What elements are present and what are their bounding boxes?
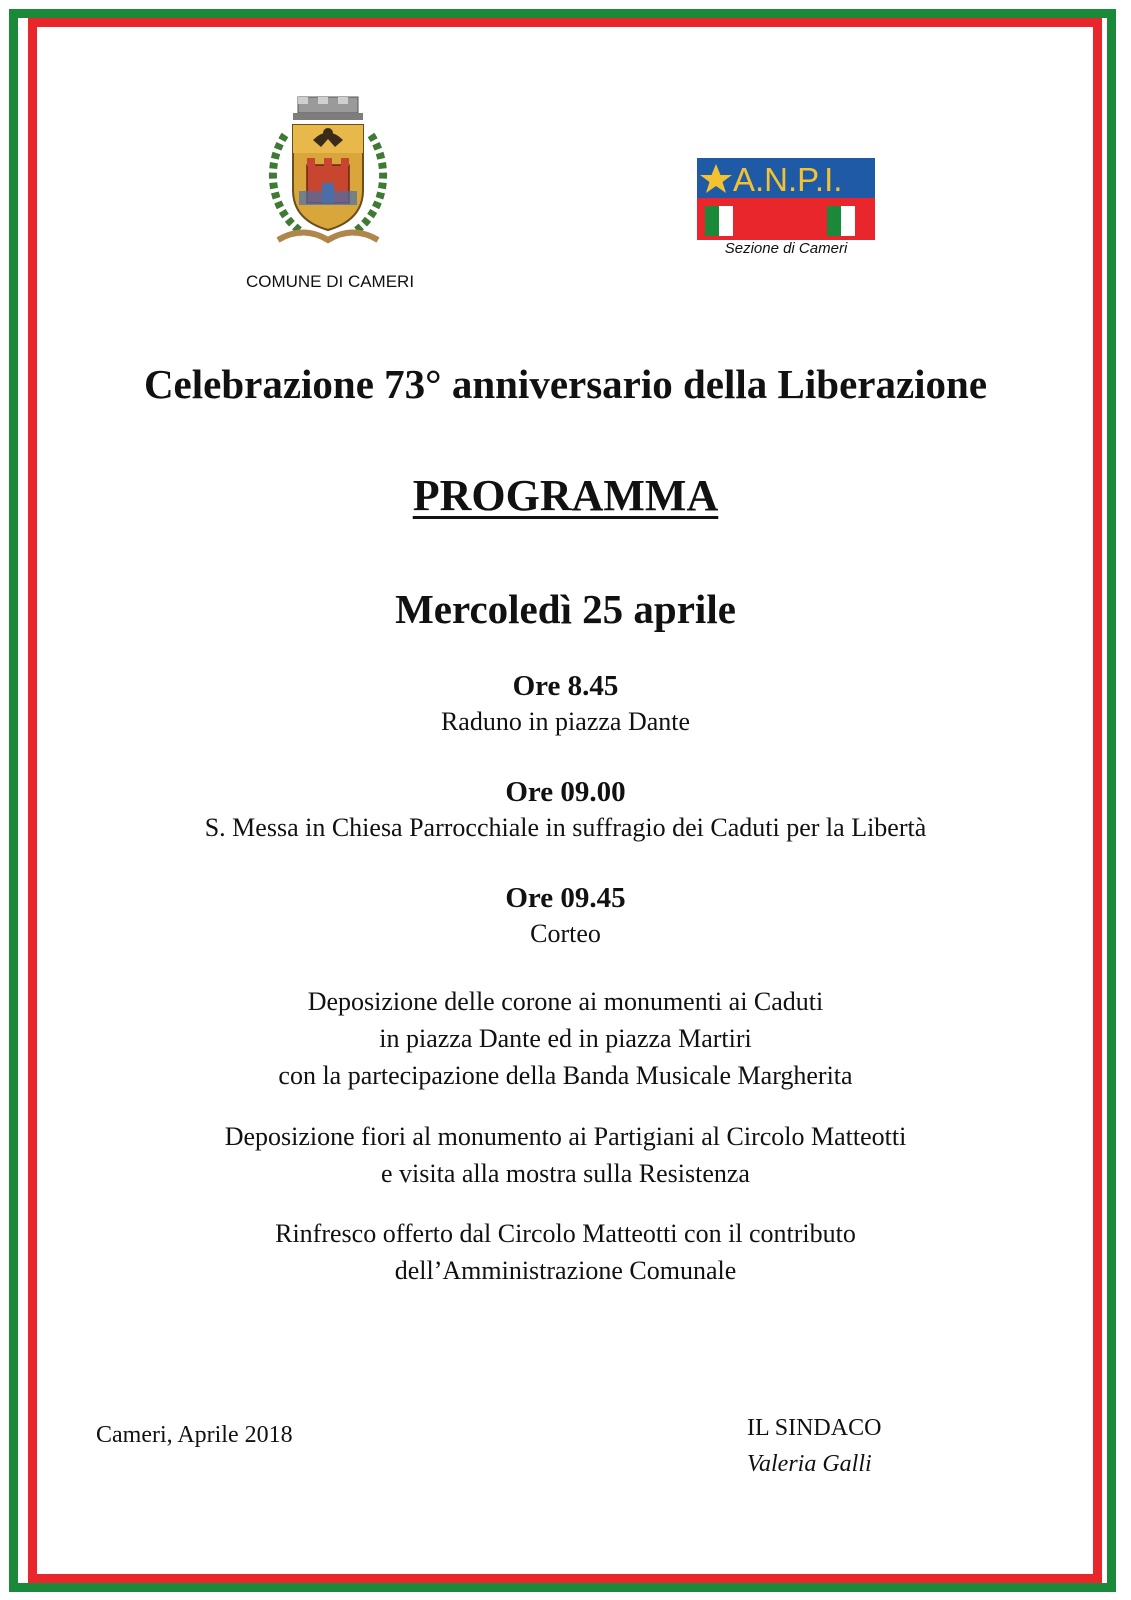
place-date: Cameri, Aprile 2018 bbox=[96, 1422, 293, 1448]
anpi-logo-text: A.N.P.I. bbox=[733, 161, 843, 198]
event-description: Corteo bbox=[530, 919, 601, 948]
activity-3 bbox=[0, 1215, 1131, 1289]
coat-of-arms-icon bbox=[263, 95, 393, 255]
event-time: Ore 09.00 bbox=[505, 776, 626, 808]
event-2 bbox=[0, 776, 1131, 846]
activity-line: dell’Amministrazione Comunale bbox=[394, 1256, 737, 1285]
activity-line: con la partecipazione della Banda Musicale Margherita bbox=[278, 1061, 853, 1090]
activity-1 bbox=[0, 983, 1131, 1094]
programma-heading: PROGRAMMA bbox=[412, 471, 719, 520]
event-description: S. Messa in Chiesa Parrocchiale in suffragio dei Caduti per la Libertà bbox=[204, 813, 927, 842]
event-date: Mercoledì 25 aprile bbox=[395, 586, 736, 632]
signer-name: Valeria Galli bbox=[747, 1451, 872, 1477]
comune-label: COMUNE DI CAMERI bbox=[245, 272, 415, 291]
page-title: Celebrazione 73° anniversario della Liberazione bbox=[143, 361, 988, 407]
event-description: Raduno in piazza Dante bbox=[440, 707, 691, 736]
event-time: Ore 09.45 bbox=[505, 882, 626, 914]
activity-line: Rinfresco offerto dal Circolo Matteotti con il contributo bbox=[275, 1219, 856, 1248]
activity-line: Deposizione fiori al monumento ai Partigiani al Circolo Matteotti bbox=[224, 1122, 907, 1151]
anpi-subtitle: Sezione di Cameri bbox=[724, 240, 848, 257]
anpi-star-icon bbox=[697, 158, 875, 240]
event-1 bbox=[0, 670, 1131, 740]
signature-block bbox=[747, 1410, 881, 1482]
activity-line: in piazza Dante ed in piazza Martiri bbox=[379, 1024, 752, 1053]
event-3 bbox=[0, 882, 1131, 952]
signer-role: IL SINDACO bbox=[747, 1415, 882, 1441]
activity-2 bbox=[0, 1118, 1131, 1192]
event-time: Ore 8.45 bbox=[512, 670, 619, 702]
activity-line: e visita alla mostra sulla Resistenza bbox=[381, 1159, 750, 1188]
activity-line: Deposizione delle corone ai monumenti ai Caduti bbox=[307, 987, 824, 1016]
